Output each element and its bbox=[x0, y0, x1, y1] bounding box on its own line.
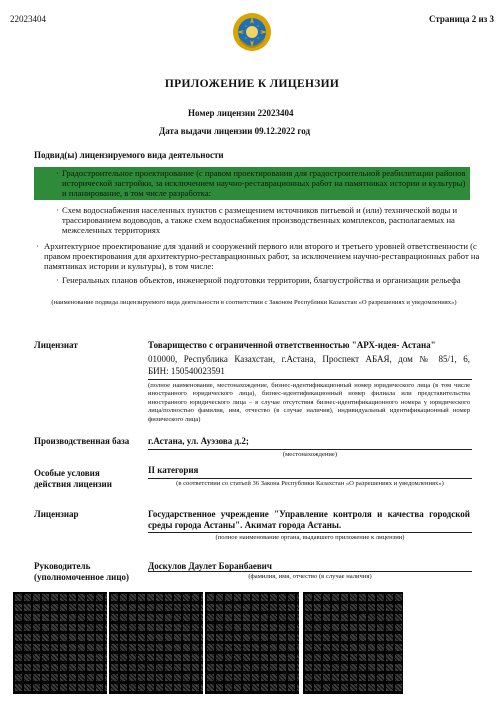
special-conditions-value: II категория bbox=[148, 465, 199, 475]
state-emblem-icon bbox=[230, 10, 274, 54]
special-conditions-label bbox=[34, 468, 112, 490]
special-conditions-label-line2: действия лицензии bbox=[34, 479, 112, 489]
page-title: ПРИЛОЖЕНИЕ К ЛИЦЕНЗИИ bbox=[164, 78, 340, 90]
bullet-icon: · bbox=[36, 241, 39, 251]
document-number: 22023404 bbox=[10, 14, 46, 24]
licensee-name: Товарищество с ограниченной ответственностью "АРХ-идея- Астана" bbox=[148, 340, 436, 350]
bullet-icon: · bbox=[56, 168, 59, 178]
activity-text: Генеральных планов объектов, инженерной подготовки территории, благоустройства и организации рельефа bbox=[62, 275, 461, 285]
barcode-icon bbox=[303, 592, 403, 694]
production-base-footnote: (местонахождение) bbox=[282, 451, 338, 458]
activity-item-highlighted bbox=[34, 167, 470, 200]
head-name: Доскулов Даулет Боранбаевич bbox=[148, 561, 272, 571]
divider bbox=[148, 379, 472, 380]
subtype-heading: Подвид(ы) лицензируемого вида деятельности bbox=[34, 150, 224, 160]
licensee-address: 010000, Республика Казахстан, г.Астана, Проспект АБАЯ, дом № 85/1, 6, bbox=[148, 354, 470, 364]
barcode-icon bbox=[109, 592, 203, 694]
activity-item bbox=[56, 205, 482, 235]
licensee-label: Лицензиат bbox=[34, 340, 78, 350]
licensor-footnote: (полное наименование органа, выдавшего приложение к лицензии) bbox=[215, 534, 405, 541]
barcode-icon bbox=[13, 592, 107, 694]
head-label-line1: Руководитель bbox=[34, 561, 91, 571]
subtype-footnote: (наименование подвида лицензируемого вида деятельности в соответствии с Законом Республики Казахстан «О разрешениях и уведомлениях») bbox=[51, 299, 457, 306]
head-label-line2: (уполномоченное лицо) bbox=[34, 572, 130, 582]
divider bbox=[148, 571, 472, 572]
license-issue-date: Дата выдачи лицензии 09.12.2022 год bbox=[159, 126, 311, 136]
licensee-footnote: (полное наименование, местонахождение, бизнес-идентификационный номер юридического лица (в том числе иностранного юридического лица), бизнес-идентификационный номер филиала или представительства иностранного юридического лица – в случае отсутствия бизнес-идентификационного номера у юридического лица/полностью фамилия, имя, отчество (в случае наличия), индивидуальный идентификационный номер физического лица) bbox=[148, 382, 470, 423]
licensor-value: Государственное учреждение "Управление контроля и качества городской среды города Астаны". Акимат города Астаны. bbox=[148, 509, 470, 530]
production-base-value: г.Астана, ул. Ауэзова д.2; bbox=[148, 436, 249, 446]
activity-item bbox=[56, 275, 482, 285]
production-base-label: Производственная база bbox=[34, 436, 130, 446]
license-number: Номер лицензии 22023404 bbox=[188, 108, 294, 118]
barcode-icon bbox=[205, 592, 299, 694]
divider bbox=[148, 532, 472, 533]
bullet-icon: · bbox=[56, 275, 59, 285]
licensor-label: Лицензиар bbox=[34, 509, 79, 519]
divider bbox=[148, 478, 472, 479]
activity-text: Градостроительное проектирование (с правом проектирования для градостроительной реабилитации районов исторической застройки, за исключением научно-реставрационных работ на памятниках истории и культуры) и планирование, в том числе разработка: bbox=[62, 168, 466, 198]
activity-text: Схем водоснабжения населенных пунктов с размещением источников питьевой и (или) технической воды и трассированием водоводов, а также схем водоснабжения производственных комплексов, располагаемых на межселенных территориях bbox=[62, 205, 458, 235]
activity-text: Архитектурное проектирование для зданий и сооружений первого или второго и третьего уровней ответственности (с правом проектирования для архитектурно-реставрационных работ, за исключением научно-реставрационных работ на памятниках истории и культуры), в том числе: bbox=[44, 241, 480, 271]
page-indicator: Страница 2 из 3 bbox=[428, 14, 494, 24]
head-label bbox=[34, 561, 129, 583]
divider bbox=[148, 449, 472, 450]
activity-item bbox=[36, 241, 484, 271]
special-conditions-footnote: (в соответствии со статьей 36 Закона Республики Казахстан «О разрешениях и уведомлениях») bbox=[176, 480, 444, 487]
special-conditions-label-line1: Особые условия bbox=[34, 468, 100, 478]
head-footnote: (фамилия, имя, отчество (в случае наличия) bbox=[248, 573, 372, 580]
bullet-icon: · bbox=[56, 205, 59, 215]
licensee-bin: БИН: 150540023591 bbox=[148, 366, 225, 376]
